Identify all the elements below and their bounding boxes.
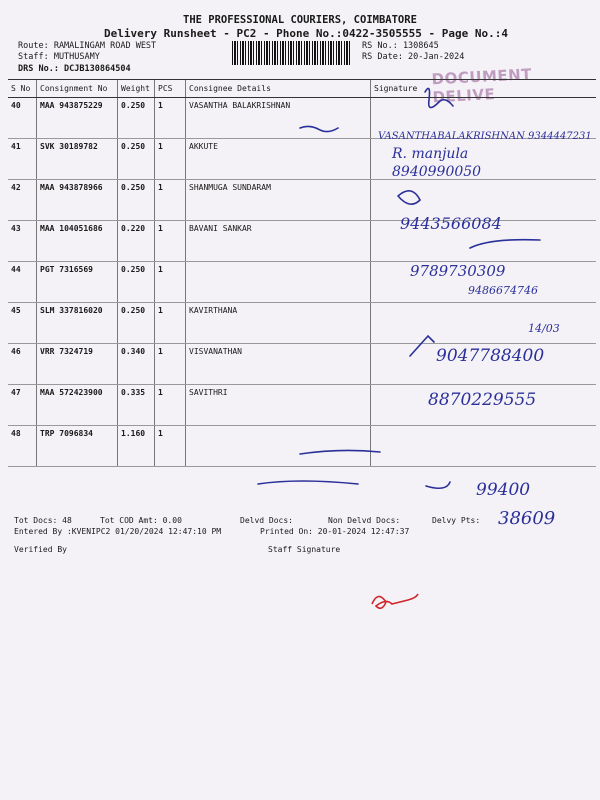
pcs: 1: [155, 426, 186, 467]
signature-scribble-47: [300, 450, 380, 454]
weight: 0.250: [118, 262, 155, 303]
handwritten-phone: 9443566084: [400, 214, 502, 233]
delivery-points: Delvy Pts:: [432, 516, 481, 525]
total-docs: Tot Docs: 48: [14, 516, 72, 525]
pcs: 1: [155, 262, 186, 303]
handwritten-phone: 9789730309: [410, 262, 506, 280]
handwritten-name-phone: VASANTHABALAKRISHNAN 9344447231: [378, 131, 592, 142]
route-label: Route: RAMALINGAM ROAD WEST: [18, 41, 157, 51]
pcs: 1: [155, 98, 186, 139]
sno: 48: [8, 426, 37, 467]
weight: 0.340: [118, 344, 155, 385]
staff-signature-label: Staff Signature: [268, 545, 341, 554]
consignee: BAVANI SANKAR: [186, 221, 371, 262]
signature-scribble-48b: [426, 482, 450, 488]
weight: 0.250: [118, 98, 155, 139]
rs-date: RS Date: 20-Jan-2024: [362, 52, 465, 62]
col-weight: Weight: [118, 80, 155, 98]
col-consignee: Consignee Details: [186, 80, 371, 98]
handwritten-phone: 8940990050: [392, 164, 482, 180]
pcs: 1: [155, 385, 186, 426]
handwritten-phone: 9486674746: [468, 284, 538, 297]
signature-scribble-42: [398, 191, 420, 204]
document-delivered-stamp: DOCUMENT DELIVE: [431, 65, 533, 107]
non-delivered-docs: Non Delvd Docs:: [328, 516, 401, 525]
consignment-no: MAA 943875229: [37, 98, 118, 139]
col-consignment: Consignment No: [37, 80, 118, 98]
consignee: VISVANATHAN: [186, 344, 371, 385]
signature-scribble-45: [410, 336, 434, 356]
entered-by: Entered By :KVENIPC2 01/20/2024 12:47:10 PM: [14, 527, 222, 536]
handwritten-phone: 9047788400: [436, 346, 545, 366]
consignee: SHANMUGA SUNDARAM: [186, 180, 371, 221]
col-sno: S No: [8, 80, 37, 98]
weight: 0.250: [118, 303, 155, 344]
weight: 0.250: [118, 180, 155, 221]
pcs: 1: [155, 139, 186, 180]
consignment-no: MAA 104051686: [37, 221, 118, 262]
staff-signature-scribble: [372, 594, 418, 608]
runsheet-subtitle: Delivery Runsheet - PC2 - Phone No.:0422-3505555 - Page No.:4: [104, 27, 508, 40]
consignment-no: SLM 337816020: [37, 303, 118, 344]
sno: 46: [8, 344, 37, 385]
pcs: 1: [155, 303, 186, 344]
sno: 45: [8, 303, 37, 344]
signature-scribble-41: [300, 126, 338, 131]
consignee: KAVIRTHANA: [186, 303, 371, 344]
consignee: SAVITHRI: [186, 385, 371, 426]
drs-number: DRS No.: DCJB130864504: [18, 64, 131, 74]
sno: 42: [8, 180, 37, 221]
printed-on: Printed On: 20-01-2024 12:47:37: [260, 527, 410, 536]
total-cod-amount: Tot COD Amt: 0.00: [100, 516, 182, 525]
sno: 47: [8, 385, 37, 426]
consignee: VASANTHA BALAKRISHNAN: [186, 98, 371, 139]
pcs: 1: [155, 180, 186, 221]
consignment-no: SVK 30189782: [37, 139, 118, 180]
weight: 0.335: [118, 385, 155, 426]
handwritten-delivery-points: 38609: [498, 508, 556, 529]
staff-label: Staff: MUTHUSAMY: [18, 52, 100, 62]
pcs: 1: [155, 344, 186, 385]
handwritten-name: R. manjula: [392, 146, 469, 162]
handwritten-phone: 8870229555: [428, 390, 537, 410]
verified-by: Verified By: [14, 545, 67, 554]
sno: 40: [8, 98, 37, 139]
signature-scribble-48: [258, 481, 358, 484]
company-title: THE PROFESSIONAL COURIERS, COIMBATORE: [183, 14, 417, 26]
sno: 43: [8, 221, 37, 262]
pcs: 1: [155, 221, 186, 262]
handwritten-note: 14/03: [528, 322, 560, 335]
signature-scribble-43: [470, 240, 540, 248]
sno: 44: [8, 262, 37, 303]
col-pcs: PCS: [155, 80, 186, 98]
weight: 0.220: [118, 221, 155, 262]
consignment-no: MAA 572423900: [37, 385, 118, 426]
delivered-docs: Delvd Docs:: [240, 516, 293, 525]
sno: 41: [8, 139, 37, 180]
handwritten-note: 99400: [476, 480, 531, 500]
weight: 0.250: [118, 139, 155, 180]
col-signature: Signature: [371, 80, 597, 98]
consignee: AKKUTE: [186, 139, 371, 180]
weight: 1.160: [118, 426, 155, 467]
signature-scribble-40: [425, 88, 453, 107]
consignment-no: PGT 7316569: [37, 262, 118, 303]
consignment-no: TRP 7096834: [37, 426, 118, 467]
rs-number: RS No.: 1308645: [362, 41, 439, 51]
consignment-no: MAA 943878966: [37, 180, 118, 221]
consignment-no: VRR 7324719: [37, 344, 118, 385]
